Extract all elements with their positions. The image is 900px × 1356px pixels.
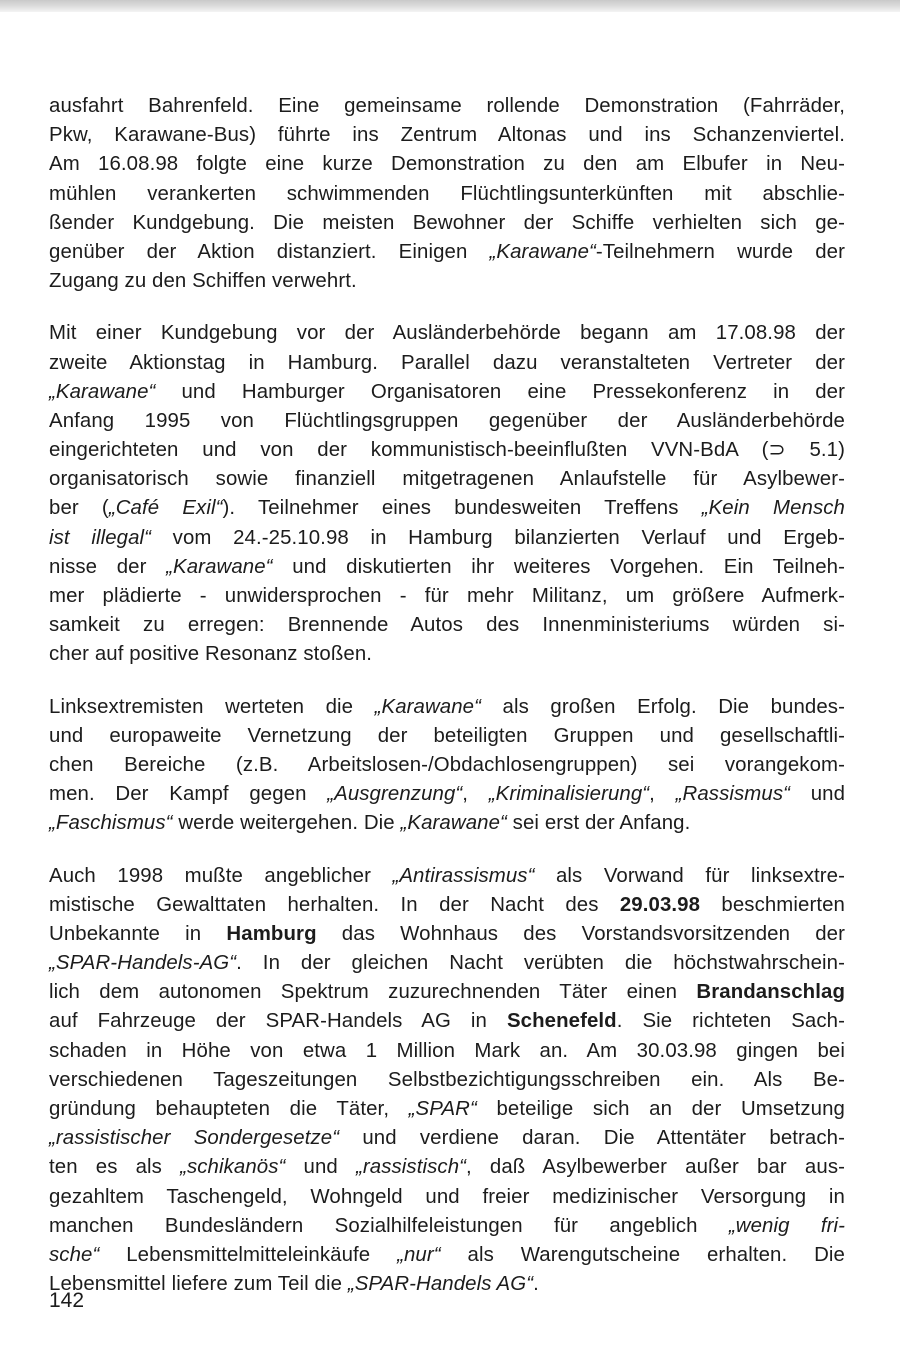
text-line — [49, 209, 845, 238]
text-line — [49, 978, 845, 1007]
text-run: mühlen verankerten schwimmenden Flüchtlingsunterkünften mit abschlie- — [49, 182, 845, 205]
text-run: Linksextremisten werteten die — [49, 695, 375, 718]
italic-run: „Karawane“ — [49, 380, 156, 403]
italic-run: „wenig fri- — [728, 1214, 846, 1237]
text-run: manchen Bundesländern Sozialhilfeleistungen für angeblich — [49, 1214, 729, 1237]
text-run: lich dem autonomen Spektrum zuzurechnenden Täter einen — [49, 981, 697, 1004]
italic-run: „Karawane“ — [166, 555, 273, 578]
italic-run: sche“ — [49, 1243, 100, 1266]
text-run: cher auf positive Resonanz stoßen. — [49, 643, 373, 666]
scan-top-edge — [0, 0, 900, 12]
text-run: , — [462, 783, 489, 806]
text-line — [49, 1183, 845, 1212]
text-line — [49, 1007, 845, 1036]
text-run: Pkw, Karawane-Bus) führte ins Zentrum Altonas und ins Schanzenviertel. — [49, 124, 845, 147]
text-line — [49, 891, 845, 920]
text-run: auf Fahrzeuge der SPAR-Handels AG in — [49, 1010, 507, 1033]
text-run: . Sie richteten Sach- — [616, 1010, 845, 1033]
text-run: Am 16.08.98 folgte eine kurze Demonstration zu den am Elbufer in Neu- — [49, 153, 845, 176]
text-line — [49, 1153, 845, 1182]
text-run: samkeit zu erregen: Brennende Autos des Innenministeriums würden si- — [49, 614, 845, 637]
text-run: das Wohnhaus des Vorstandsvorsitzenden der — [316, 922, 845, 945]
italic-run: „Faschismus“ — [49, 812, 173, 835]
italic-run: „Kein Mensch — [701, 497, 845, 520]
text-run: werde weitergehen. Die — [172, 812, 401, 835]
text-run: als Vorwand für linksextre- — [534, 864, 845, 887]
italic-run: „Karawane“ — [489, 240, 596, 263]
text-line — [49, 582, 845, 611]
text-line — [49, 267, 845, 296]
text-run: Auch 1998 mußte angeblicher — [49, 864, 393, 887]
text-line — [49, 1212, 845, 1241]
text-line — [49, 862, 845, 891]
italic-run: ist illegal“ — [49, 526, 152, 549]
paragraph — [49, 319, 845, 669]
text-run: mer plädierte - unwidersprochen - für mehr Militanz, um größere Aufmerk- — [49, 585, 845, 607]
text-run: schaden in Höhe von etwa 1 Million Mark an. Am 30.03.98 gingen bei — [49, 1039, 845, 1062]
text-line — [49, 1124, 845, 1153]
text-line — [49, 319, 845, 348]
text-line — [49, 524, 845, 553]
text-run: gründung behaupteten die Täter, — [49, 1098, 409, 1120]
bold-run: Schenefeld — [506, 1010, 617, 1033]
text-line — [49, 92, 845, 121]
italic-run: „Antirassismus“ — [392, 864, 535, 887]
document-body — [49, 92, 845, 1322]
text-line — [49, 238, 845, 267]
italic-run: „SPAR-Handels AG“ — [347, 1273, 534, 1296]
paragraph — [49, 92, 845, 296]
text-run: beschmierten — [700, 893, 845, 916]
bold-run: Brandanschlag — [696, 981, 845, 1004]
italic-run: „Ausgrenzung“ — [327, 783, 463, 806]
text-run: . In der gleichen Nacht verübten die höchstwahrschein- — [236, 952, 845, 975]
bold-run: Hamburg — [226, 922, 317, 945]
text-line — [49, 722, 845, 751]
text-run: sei erst der Anfang. — [506, 812, 691, 835]
text-run: verschiedenen Tageszeitungen Selbstbezichtigungsschreiben ein. Als Be- — [49, 1068, 845, 1091]
italic-run: „Rassismus“ — [675, 783, 791, 806]
text-line — [49, 1270, 845, 1299]
text-run: genüber der Aktion distanziert. Einigen — [49, 240, 490, 263]
text-run: ber ( — [49, 497, 109, 520]
italic-run: „SPAR“ — [408, 1098, 477, 1120]
text-line — [49, 920, 845, 949]
text-run: gezahltem Taschengeld, Wohngeld und freier medizinischer Versorgung in — [49, 1185, 845, 1208]
text-run: mistische Gewalttaten herhalten. In der Nacht des — [49, 893, 620, 916]
text-line — [49, 949, 845, 978]
text-run: nisse der — [49, 555, 167, 578]
text-line — [49, 1241, 845, 1270]
text-line — [49, 611, 845, 640]
text-line — [49, 349, 845, 378]
text-line — [49, 465, 845, 494]
italic-run: „nur“ — [397, 1243, 441, 1266]
text-line — [49, 1066, 845, 1095]
text-run: organisatorisch sowie finanziell mitgetragenen Anlaufstelle für Asylbewer- — [49, 468, 845, 491]
italic-run: „rassistisch“ — [355, 1156, 467, 1179]
text-run: und verdiene daran. Die Attentäter betrach- — [339, 1127, 845, 1150]
text-run: Anfang 1995 von Flüchtlingsgruppen gegenüber der Ausländerbehörde — [49, 409, 845, 432]
text-line — [49, 378, 845, 407]
text-line — [49, 436, 845, 465]
text-run: , daß Asylbewerber außer bar aus- — [466, 1156, 845, 1179]
text-run: -Teilnehmern wurde der — [595, 240, 846, 263]
italic-run: „Karawane“ — [374, 695, 482, 718]
text-run: ). Teilnehmer eines bundesweiten Treffens — [222, 497, 702, 520]
text-run: ßender Kundgebung. Die meisten Bewohner der Schiffe verhielten sich ge- — [49, 211, 845, 234]
italic-run: „Kriminalisierung“ — [488, 783, 650, 806]
text-run: , — [649, 783, 676, 806]
text-line — [49, 150, 845, 179]
text-line — [49, 751, 845, 780]
text-line — [49, 180, 845, 209]
text-run: Lebensmittelmitteleinkäufe — [99, 1243, 398, 1266]
text-run: und — [285, 1156, 356, 1179]
text-run: eingerichteten und von der kommunistisch-beeinflußten VVN-BdA (⊃ 5.1) — [49, 439, 845, 462]
text-line — [49, 780, 845, 809]
text-run: beteilige sich an der Umsetzung — [476, 1098, 845, 1120]
text-run: zweite Aktionstag in Hamburg. Parallel dazu veranstalteten Vertreter der — [49, 351, 845, 374]
italic-run: „Café Exil“ — [108, 497, 223, 520]
text-run: ausfahrt Bahrenfeld. Eine gemeinsame rollende Demonstration (Fahrräder, — [49, 95, 845, 117]
paragraph — [49, 862, 845, 1300]
text-line — [49, 1037, 845, 1066]
text-line — [49, 121, 845, 150]
text-run: ten es als — [49, 1156, 181, 1179]
text-run: Lebensmittel liefere zum Teil die — [49, 1273, 348, 1296]
text-line — [49, 407, 845, 436]
text-run: men. Der Kampf gegen — [49, 783, 328, 806]
italic-run: „Karawane“ — [400, 812, 507, 835]
text-run: als großen Erfolg. Die bundes- — [481, 695, 845, 718]
text-line — [49, 553, 845, 582]
text-run: und europaweite Vernetzung der beteiligten Gruppen und gesellschaftli- — [49, 724, 845, 747]
page-number: 142 — [49, 1289, 85, 1312]
text-run: Zugang zu den Schiffen verwehrt. — [49, 270, 357, 293]
text-line — [49, 1095, 845, 1124]
text-run: Mit einer Kundgebung vor der Ausländerbehörde begann am 17.08.98 der — [49, 322, 845, 345]
text-line — [49, 494, 845, 523]
text-run: Unbekannte in — [49, 922, 227, 945]
italic-run: „schikanös“ — [180, 1156, 286, 1179]
text-run: chen Bereiche (z.B. Arbeitslosen-/Obdachlosengruppen) sei vorangekom- — [49, 753, 845, 776]
text-line — [49, 693, 845, 722]
paragraph — [49, 693, 845, 839]
text-run: und Hamburger Organisatoren eine Pressekonferenz in der — [155, 380, 845, 403]
text-run: und diskutierten ihr weiteres Vorgehen. Ein Teilneh- — [272, 555, 845, 578]
text-run: vom 24.-25.10.98 in Hamburg bilanzierten Verlauf und Ergeb- — [151, 526, 845, 549]
italic-run: „SPAR-Handels-AG“ — [49, 952, 237, 975]
bold-run: 29.03.98 — [619, 893, 701, 916]
text-run: . — [533, 1273, 539, 1296]
text-run: als Warengutscheine erhalten. Die — [440, 1243, 845, 1266]
text-line — [49, 809, 845, 838]
text-line — [49, 640, 845, 669]
text-run: und — [790, 783, 846, 806]
italic-run: „rassistischer Sondergesetze“ — [49, 1127, 340, 1150]
